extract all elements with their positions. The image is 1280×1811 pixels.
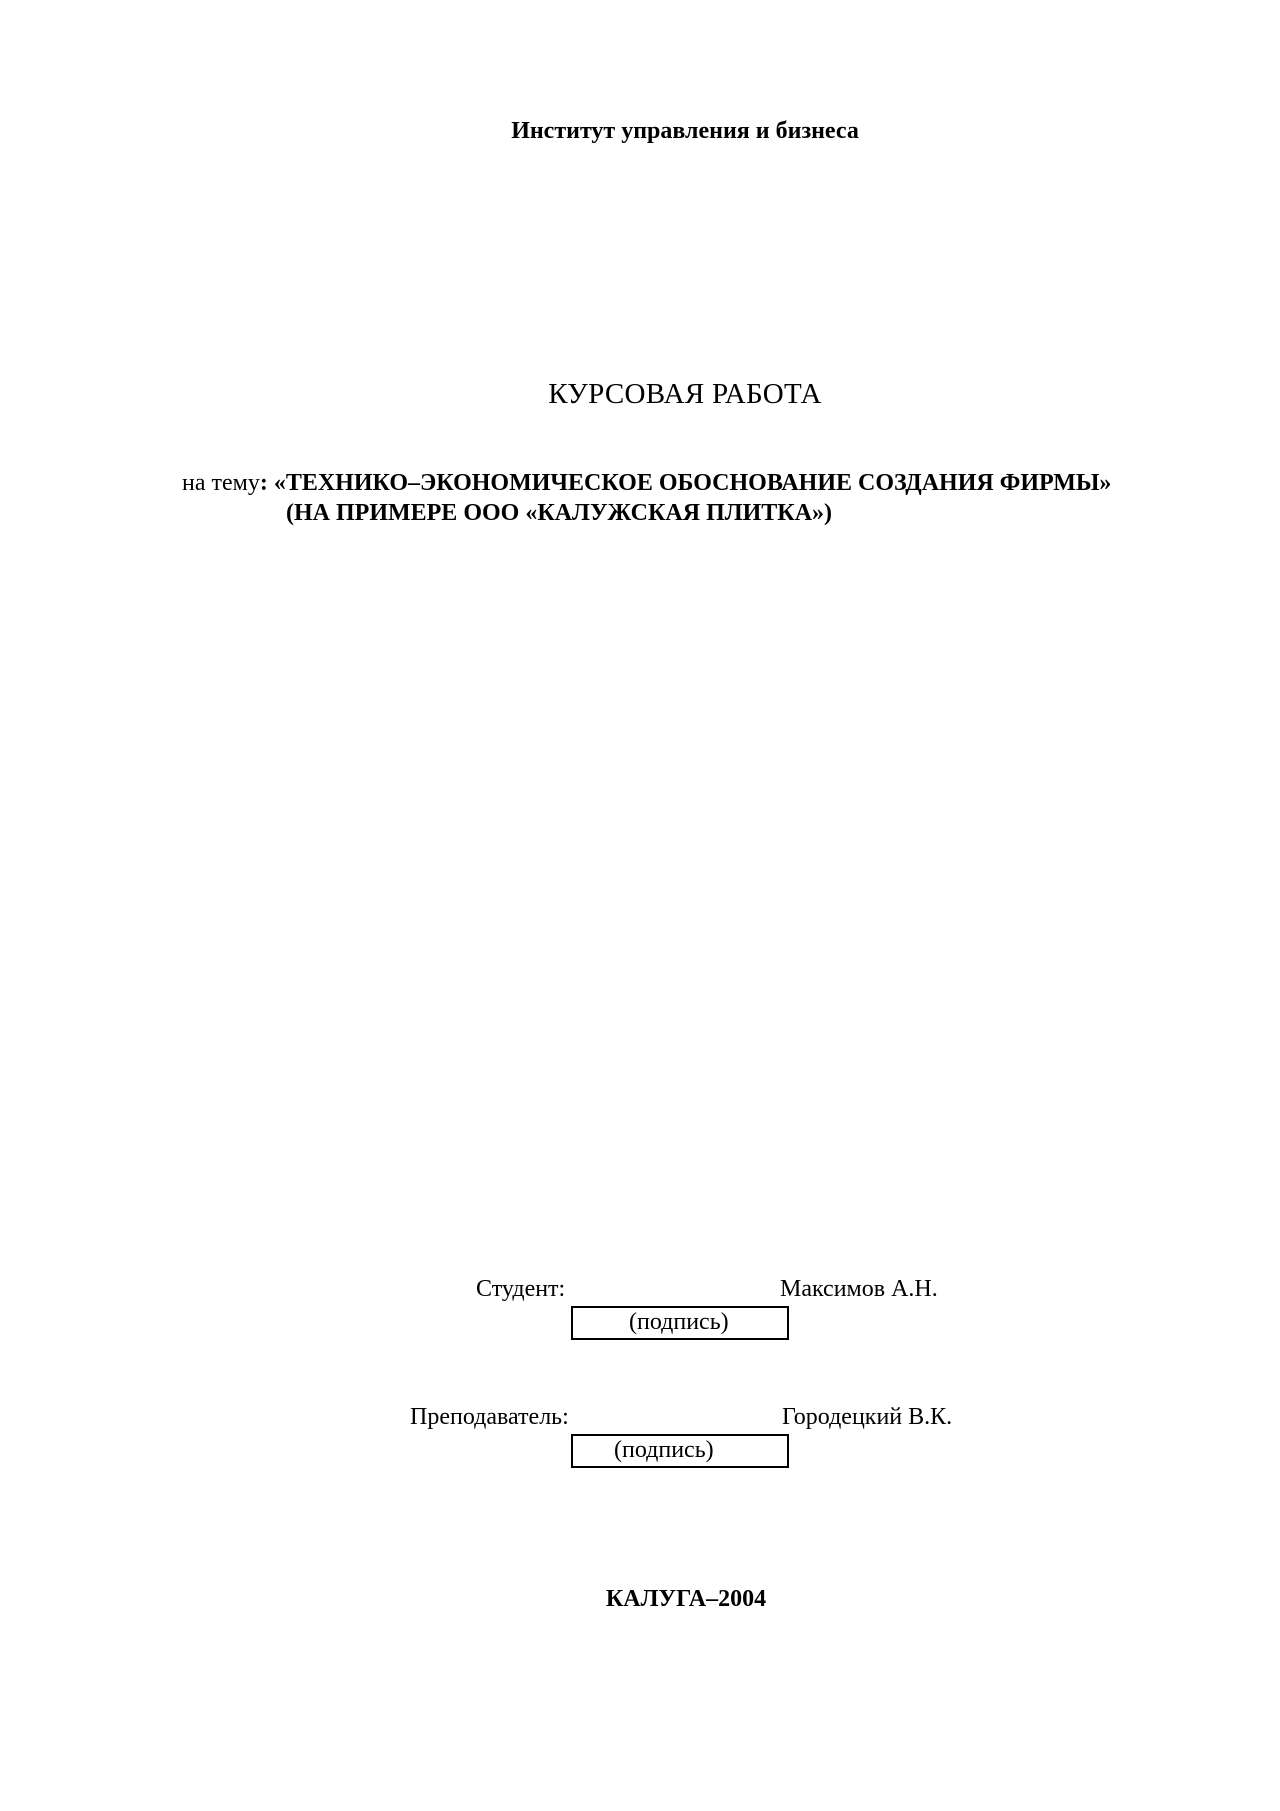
- topic-prefix: на тему: [182, 470, 260, 496]
- teacher-signature-caption: (подпись): [614, 1437, 714, 1463]
- teacher-signature-box: [571, 1434, 789, 1468]
- city-year: КАЛУГА–2004: [605, 1586, 767, 1612]
- student-signature-caption: (подпись): [629, 1309, 729, 1335]
- student-name: Максимов А.Н.: [780, 1276, 938, 1302]
- student-label: Студент:: [476, 1276, 566, 1302]
- document-type-heading: КУРСОВАЯ РАБОТА: [548, 378, 822, 410]
- teacher-name: Городецкий В.К.: [782, 1404, 953, 1430]
- institute-name: Институт управления и бизнеса: [511, 118, 859, 144]
- teacher-label: Преподаватель:: [410, 1404, 569, 1430]
- topic-colon: :: [259, 470, 268, 496]
- topic-title-line-2: (НА ПРИМЕРЕ ООО «КАЛУЖСКАЯ ПЛИТКА»): [286, 500, 833, 526]
- topic-line-1: [182, 470, 1111, 497]
- topic-title-line-1: «ТЕХНИКО–ЭКОНОМИЧЕСКОЕ ОБОСНОВАНИЕ СОЗДАНИЯ ФИРМЫ»: [273, 470, 1112, 496]
- student-signature-box: [571, 1306, 789, 1340]
